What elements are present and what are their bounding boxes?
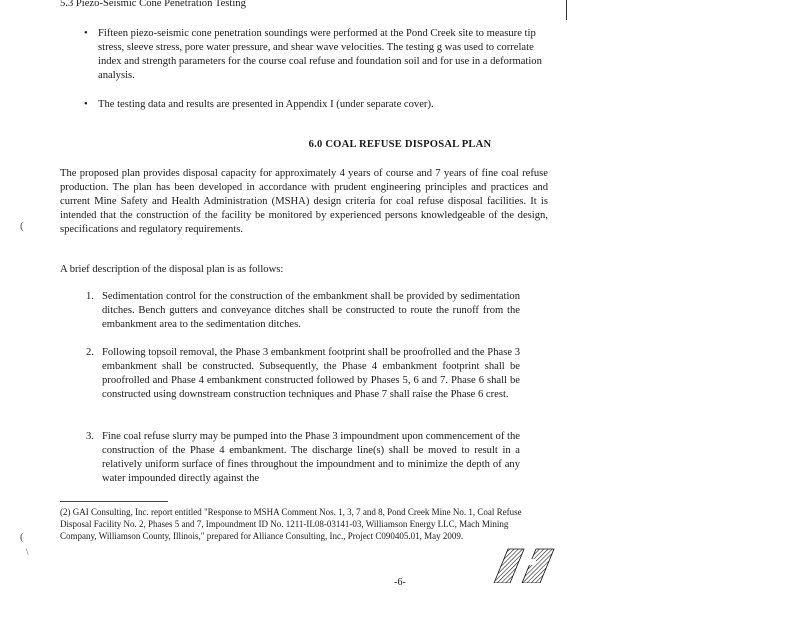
- bullet-text: Fifteen piezo-seismic cone penetration soundings were performed at the Pond Creek site to measure tip stress, sleeve stress, pore water pressure, and shear wave velocities. The testing g was used to correlate index and strength parameters for the course coal refuse and foundation soil and for use in a deformation analysis.: [98, 28, 542, 81]
- item-text: Following topsoil removal, the Phase 3 embankment footprint shall be proofrolled and the Phase 3 embankment shall be constructed. Subsequently, the Phase 4 embankment footprint shall be proofrolled and Phase 4 embankment constructed followed by Phases 5, 6 and 7. Phase 6 shall be constructed using downstream construction techniques and Phase 7 shall raise the Phase 6 crest.: [102, 347, 520, 400]
- list-item: [86, 430, 520, 486]
- lead-in-text: A brief description of the disposal plan is as follows:: [60, 264, 284, 275]
- margin-bracket-icon: (: [20, 531, 24, 543]
- item-number: 3.: [86, 431, 94, 442]
- footnote-rule: [60, 501, 168, 502]
- bullet-icon: •: [84, 28, 88, 39]
- margin-rule: [566, 0, 567, 20]
- item-text: Fine coal refuse slurry may be pumped into the Phase 3 impoundment upon commencement of the construction of the Phase 4 embankment. The discharge line(s) shall be moved to result in a relatively uniform surface of fines throughout the impoundment and to minimize the depth of any water impounded directly against the: [102, 431, 520, 484]
- list-item: [86, 290, 520, 332]
- bullet-icon: •: [84, 99, 88, 110]
- margin-bracket-icon: (: [20, 220, 24, 232]
- margin-tick-icon: \: [26, 547, 29, 557]
- page-number: -6-: [394, 577, 406, 588]
- list-item: [86, 346, 520, 402]
- item-text: Sedimentation control for the construction of the embankment shall be provided by sedimentation ditches. Bench gutters and conveyance ditches shall be constructed to route the runoff from the embankment area to the sedimentation ditches.: [102, 291, 520, 330]
- footnote: (2) GAI Consulting, Inc. report entitled "Response to MSHA Comment Nos. 1, 3, 7 and 8, Pond Creek Mine No. 1, Coal Refuse Disposal Facility No. 2, Phases 5 and 7, Impoundment ID No. 1211-IL08-03141-03, Williamson Energy LLC, Mach Mining Company, Williamson County, Illinois," prepared for Alliance Consulting, Inc., Project C090405.01, May 2009.: [60, 507, 522, 541]
- intro-paragraph: The proposed plan provides disposal capacity for approximately 4 years of course and 7 years of fine coal refuse production. The plan has been developed in accordance with prudent engineering principles and practices and current Mine Safety and Health Administration (MSHA) design criteria for coal refuse disposal facilities. It is intended that the construction of the facility be monitored by experienced persons knowledgeable of the design, specifications and regulatory requirements.: [60, 168, 548, 235]
- bullet-text: The testing data and results are presented in Appendix I (under separate cover).: [98, 99, 434, 110]
- item-number: 1.: [86, 291, 94, 302]
- list-item: [84, 27, 546, 83]
- section-heading: 5.3 Piezo-Seismic Cone Penetration Testing: [60, 0, 246, 9]
- main-heading: 6.0 COAL REFUSE DISPOSAL PLAN: [308, 139, 492, 150]
- item-number: 2.: [86, 347, 94, 358]
- list-item: [84, 98, 546, 112]
